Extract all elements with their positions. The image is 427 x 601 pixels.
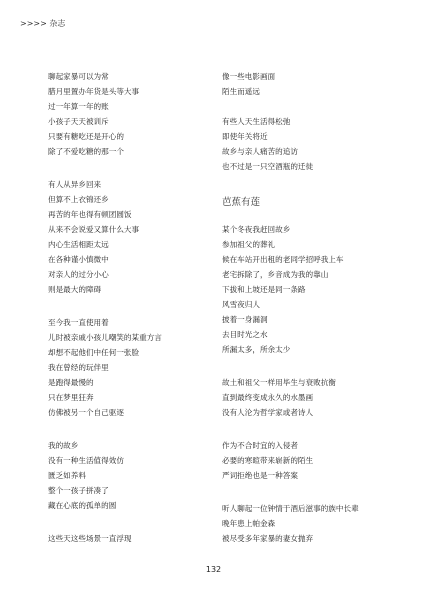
poem-line: 有人从异乡回来 [48, 180, 102, 189]
poem-line: 即使年关将近 [222, 132, 268, 141]
poem-line: 没有一种生活值得效仿 [48, 456, 124, 465]
poem-line: 对亲人的过分小心 [48, 270, 109, 279]
poem-line: 我的故乡 [48, 441, 79, 450]
poem-line: 再苦的年也得有顿团圆饭 [48, 210, 132, 219]
poem-line: 至今我一直使用着 [48, 318, 109, 327]
poem-line: 腊月里置办年货是头等大事 [48, 87, 140, 96]
poem-line: 却想不起他们中任何一张脸 [48, 348, 140, 357]
poem-line: 听人聊起一位钟情于酒后滋事的族中长辈 [222, 504, 359, 513]
poem-line: 作为不合时宜的入侵者 [222, 441, 298, 450]
poem-line: 则是最大的障碍 [48, 285, 102, 294]
poem-line: 仿佛被另一个自己驱逐 [48, 408, 124, 417]
poem-line: 老宅拆除了，乡音成为我的靠山 [222, 270, 329, 279]
poem-line: 整个一孩子拼凑了 [48, 486, 109, 495]
magazine-header: >>>> 杂志 [20, 19, 66, 28]
poem-line: 没有人沦为哲学家或者诗人 [222, 408, 314, 417]
poem-line: 参加祖父的葬礼 [222, 240, 276, 249]
poem-line: 小孩子天天被训斥 [48, 117, 109, 126]
poem-line: 内心生活相距太远 [48, 240, 109, 249]
poem-line: 候在车站开出租的老同学招呼我上车 [222, 255, 344, 264]
poem-line: 我在曾经的玩伴里 [48, 363, 109, 372]
poem-line: 但算不上衣锦还乡 [48, 195, 109, 204]
poem-line: 过一年算一年的账 [48, 102, 109, 111]
poem-line: 下拔和上坡还是同一条路 [222, 285, 306, 294]
poem-line: 风雪夜归人 [222, 300, 260, 309]
poem-line: 必要的寒暄带来崭新的陌生 [222, 456, 314, 465]
poem-line: 某个冬夜我赶回故乡 [222, 225, 291, 234]
poem-line: 所漏太多，所余太少 [222, 345, 291, 354]
poem-line: 除了不爱吃糖的那一个 [48, 147, 124, 156]
poem-line: 这些天这些场景一直浮现 [48, 534, 132, 543]
poem-line: 聊起家暴可以为常 [48, 72, 109, 81]
poem-line: 陌生而遥远 [222, 87, 260, 96]
poem-line: 有些人天生活得松弛 [222, 117, 291, 126]
poem-line: 被尽受多年家暴的妻女抛弃 [222, 534, 314, 543]
poem-line: 故土和祖父一样用毕生与衰败抗衡 [222, 378, 336, 387]
poem-line: 从来不会说爱又算什么大事 [48, 225, 140, 234]
poem-line: 晚年患上帕金森 [222, 519, 276, 528]
poem-line: 藏在心底的孤单的圆 [48, 501, 117, 510]
poem-line: 是跑得最慢的 [48, 378, 94, 387]
section-title: 芭蕉有莲 [222, 197, 261, 208]
poem-line: 只在梦里狂奔 [48, 393, 94, 402]
page-number: 132 [205, 565, 222, 574]
poem-line: 披着一身漏洞 [222, 315, 268, 324]
poem-line: 像一些电影画面 [222, 72, 276, 81]
poem-line: 在各种谨小慎微中 [48, 255, 109, 264]
poem-line: 也不过是一只空酒瓶的迁徙 [222, 162, 314, 171]
poem-line: 故乡与亲人痛苦的追访 [222, 147, 298, 156]
poem-line: 儿时被亲戚小孩儿嘲笑的某重方言 [48, 333, 162, 342]
poem-line: 去目时光之水 [222, 330, 268, 339]
poem-line: 严词拒绝也是一种答案 [222, 471, 298, 480]
poem-line: 直到最终变成永久的水墨画 [222, 393, 314, 402]
poem-line: 只要有糖吃还是开心的 [48, 132, 124, 141]
poem-line: 匮乏如养料 [48, 471, 86, 480]
